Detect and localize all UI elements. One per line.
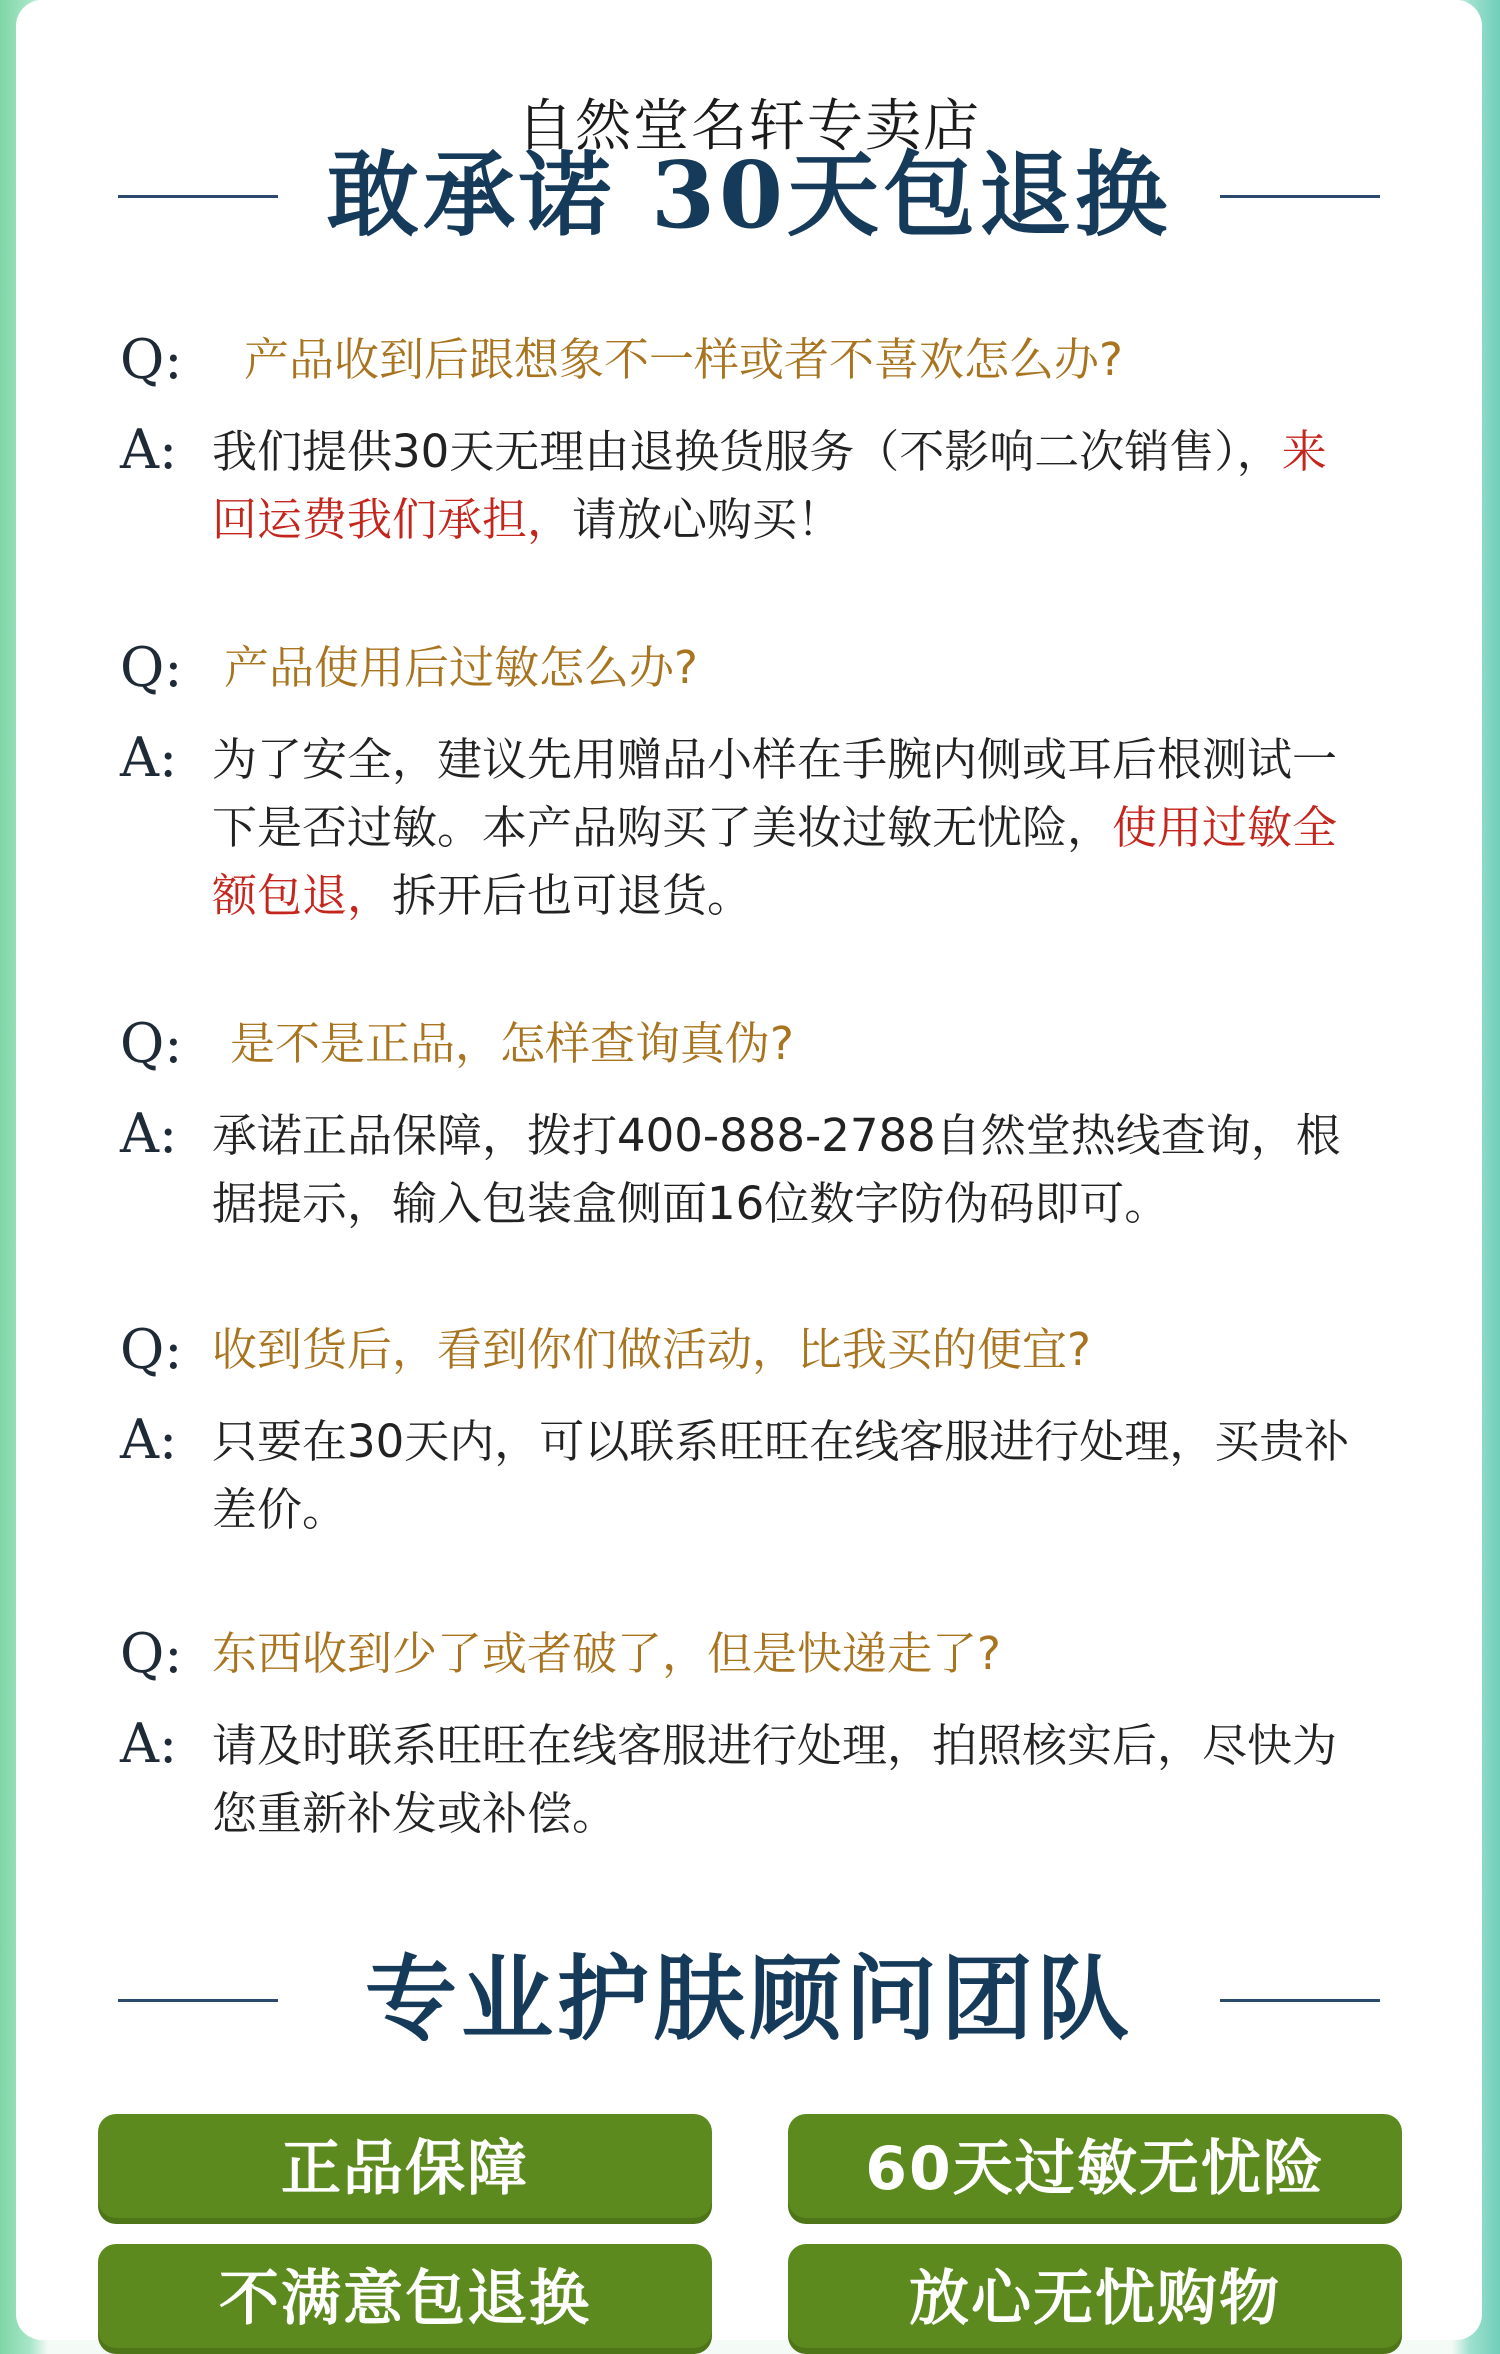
answer-part: 我们提供30天无理由退换货服务（不影响二次销售）， xyxy=(212,425,1282,478)
section-title-team: 专业护肤顾问团队 xyxy=(364,1945,1133,2053)
divider-right xyxy=(1220,1999,1380,2002)
question-text: 是不是正品，怎样查询真伪? xyxy=(230,1017,794,1070)
faq-item xyxy=(120,636,1380,930)
answer-mark: A: xyxy=(120,418,178,481)
answer-text xyxy=(212,418,1352,554)
answer-part: 拆开后也可退货。 xyxy=(392,869,753,922)
question-text: 东西收到少了或者破了，但是快递走了? xyxy=(212,1627,1001,1680)
worry-free-shopping-button[interactable]: 放心无忧购物 xyxy=(788,2244,1402,2354)
section-title-guarantee: 敢承诺 30天包退换 xyxy=(326,141,1172,249)
content-card xyxy=(16,0,1482,2340)
question-text: 产品收到后跟想象不一样或者不喜欢怎么办? xyxy=(244,333,1123,386)
question-mark: Q: xyxy=(120,1012,183,1075)
question-mark: Q: xyxy=(120,1318,183,1381)
answer-mark: A: xyxy=(120,1712,178,1775)
store-name: 自然堂名轩专卖店 xyxy=(517,94,981,159)
answer-mark: A: xyxy=(120,1102,178,1165)
genuine-guarantee-button[interactable]: 正品保障 xyxy=(98,2114,712,2224)
question-text: 产品使用后过敏怎么办? xyxy=(224,641,698,694)
divider-right xyxy=(1220,195,1380,198)
faq-item xyxy=(120,328,1380,554)
faq-item xyxy=(120,1318,1380,1544)
question-mark: Q: xyxy=(120,636,183,699)
answer-part: 为了安全，建议先用赠品小样在手腕内侧或耳后根测试一下是否过敏。本产品购买了美妆过敏无忧险， xyxy=(212,733,1338,854)
answer-text: 请及时联系旺旺在线客服进行处理，拍照核实后，尽快为您重新补发或补偿。 xyxy=(212,1719,1338,1840)
question-mark: Q: xyxy=(120,328,183,391)
section-header-guarantee xyxy=(16,140,1482,250)
answer-mark: A: xyxy=(120,726,178,789)
answer-text: 承诺正品保障，拨打400-888-2788自然堂热线查询，根据提示，输入包装盒侧面16位数字防伪码即可。 xyxy=(212,1109,1341,1230)
answer-part: 请放心购买！ xyxy=(572,493,843,546)
answer-text xyxy=(212,726,1352,930)
faq-item xyxy=(120,1622,1380,1848)
answer-highlight: 使用过敏全额包退， xyxy=(212,801,1338,922)
answer-text: 只要在30天内，可以联系旺旺在线客服进行处理，买贵补差价。 xyxy=(212,1415,1350,1536)
allergy-insurance-button[interactable]: 60天过敏无忧险 xyxy=(788,2114,1402,2224)
return-guarantee-button[interactable]: 不满意包退换 xyxy=(98,2244,712,2354)
answer-highlight: 来回运费我们承担， xyxy=(212,425,1327,546)
answer-mark: A: xyxy=(120,1408,178,1471)
question-text: 收到货后，看到你们做活动，比我买的便宜? xyxy=(212,1323,1091,1376)
section-header-team xyxy=(16,1944,1482,2054)
question-mark: Q: xyxy=(120,1622,183,1685)
faq-item xyxy=(120,1012,1380,1238)
